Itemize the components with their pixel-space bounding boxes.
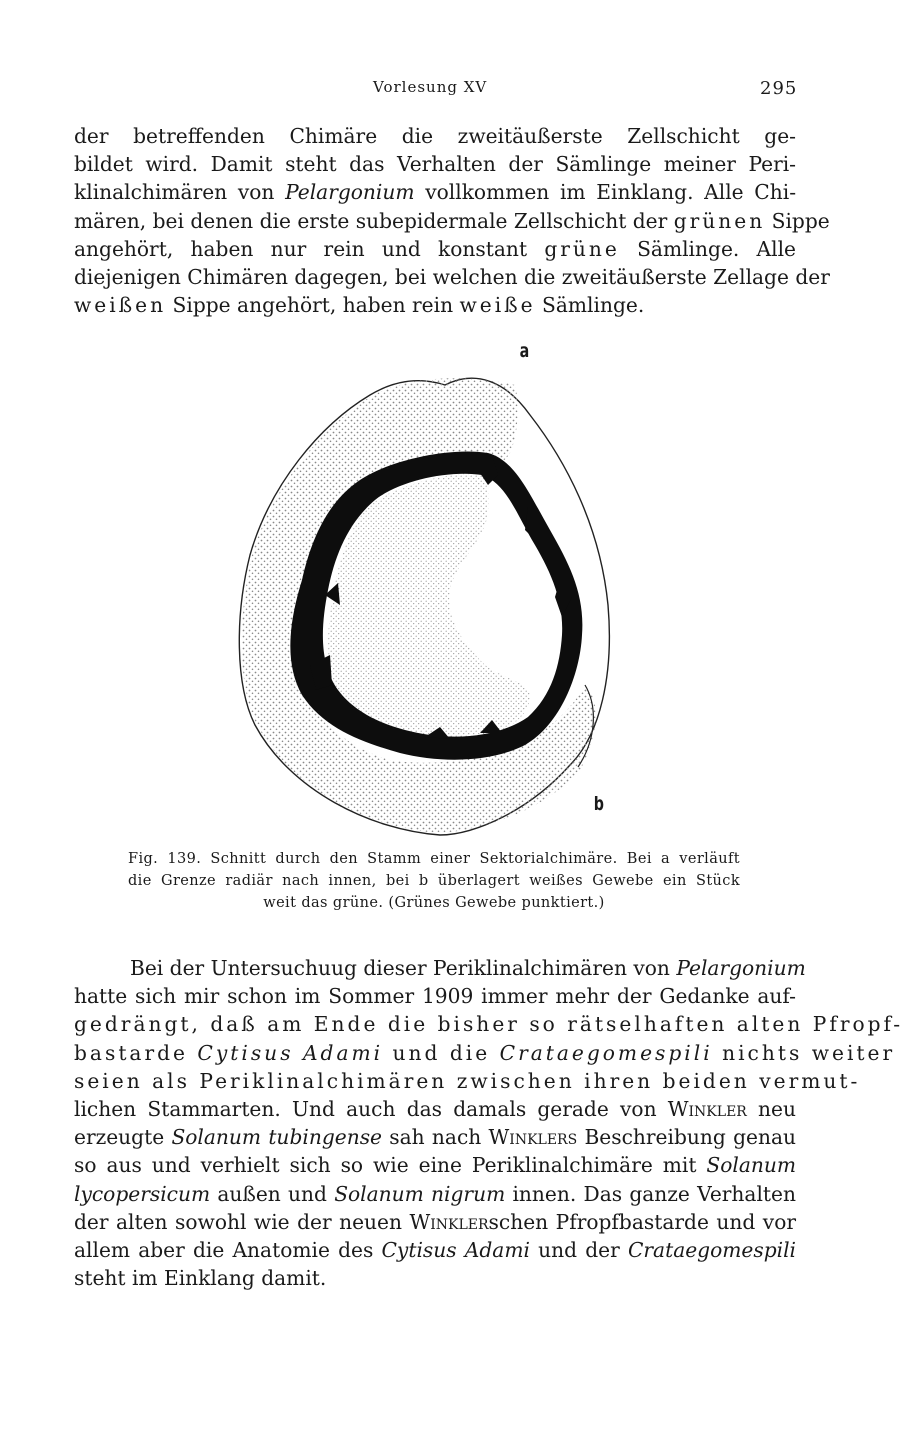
paragraph-2 xyxy=(74,954,903,1292)
text-line: erzeugte Solanum tubingense sah nach Winklers Beschreibung genau xyxy=(74,1125,796,1150)
species-name: Crataegomespili xyxy=(499,1040,713,1065)
text-line: seien als Periklinalchimären zwischen ihren beiden vermut- xyxy=(74,1068,861,1093)
text-line: allem aber die Anatomie des Cytisus Adami und der Crataegomespili xyxy=(74,1238,796,1263)
page-number: 295 xyxy=(760,78,798,99)
text-line: mären, bei denen die erste subepidermale Zellschicht der grünen Sippe xyxy=(74,208,830,233)
species-name: Pelargonium xyxy=(285,180,415,205)
species-name: Cytisus Adami xyxy=(197,1040,384,1065)
figure-label-a: a xyxy=(519,340,530,362)
species-name: Crataegomespili xyxy=(627,1238,796,1263)
figure-139 xyxy=(230,335,620,835)
author-name: Winkler xyxy=(667,1097,747,1122)
text-line: bastarde Cytisus Adami und die Crataegomespili nichts weiter xyxy=(74,1040,896,1065)
emphasis: weiße xyxy=(459,293,536,318)
species-name: Pelargonium xyxy=(676,956,806,980)
text-line: steht im Einklang damit. xyxy=(74,1266,327,1291)
figure-label-b: b xyxy=(593,793,604,815)
caption-line: weit das grüne. (Grünes Gewebe punktiert.) xyxy=(263,895,605,911)
caption-line: Fig. 139. Schnitt durch den Stamm einer Sektorialchimäre. Bei a verläuft xyxy=(128,851,740,867)
species-name: Solanum xyxy=(706,1153,796,1178)
stem-section-illustration xyxy=(230,335,620,835)
text-line: der alten sowohl wie der neuen Winklerschen Pfropfbastarde und vor xyxy=(74,1209,796,1234)
text-line: klinalchimären von Pelargonium vollkommen im Einklang. Alle Chi- xyxy=(74,180,797,205)
text-line: Bei der Untersuchuug dieser Periklinalchimären von Pelargonium xyxy=(130,956,806,980)
text-line: so aus und verhielt sich so wie eine Periklinalchimäre mit Solanum xyxy=(74,1153,796,1178)
text-line: gedrängt, daß am Ende die bisher so rätselhaften alten Pfropf- xyxy=(74,1012,903,1037)
author-name: Winkler xyxy=(409,1209,489,1234)
text-line: diejenigen Chimären dagegen, bei welchen die zweitäußerste Zellage der xyxy=(74,265,830,290)
figure-caption xyxy=(128,848,740,914)
author-name: Winklers xyxy=(488,1125,578,1150)
text-line: angehört, haben nur rein und konstant grüne Sämlinge. Alle xyxy=(74,236,796,261)
species-name: Solanum tubingense xyxy=(171,1125,382,1150)
running-head xyxy=(0,78,850,102)
species-name: lycopersicum xyxy=(74,1181,211,1206)
emphasis: grünen xyxy=(673,208,766,233)
caption-line: die Grenze radiär nach innen, bei b überlagert weißes Gewebe ein Stück xyxy=(128,873,740,889)
text-line: lycopersicum außen und Solanum nigrum innen. Das ganze Verhalten xyxy=(74,1181,796,1206)
emphasis: weißen xyxy=(74,293,167,318)
text-line: lichen Stammarten. Und auch das damals gerade von Winkler neu xyxy=(74,1097,796,1122)
emphasis: grüne xyxy=(544,236,620,261)
species-name: Solanum nigrum xyxy=(334,1181,506,1206)
text-line: der betreffenden Chimäre die zweitäußerste Zellschicht ge- xyxy=(74,124,796,148)
text-line: weißen Sippe angehört, haben rein weiße Sämlinge. xyxy=(74,293,645,318)
species-name: Cytisus Adami xyxy=(381,1238,530,1263)
text-line: bildet wird. Damit steht das Verhalten der Sämlinge meiner Peri- xyxy=(74,152,796,177)
text-line: hatte sich mir schon im Sommer 1909 immer mehr der Gedanke auf- xyxy=(74,984,796,1009)
running-title: Vorlesung XV xyxy=(373,78,488,96)
paragraph-1 xyxy=(74,122,830,319)
